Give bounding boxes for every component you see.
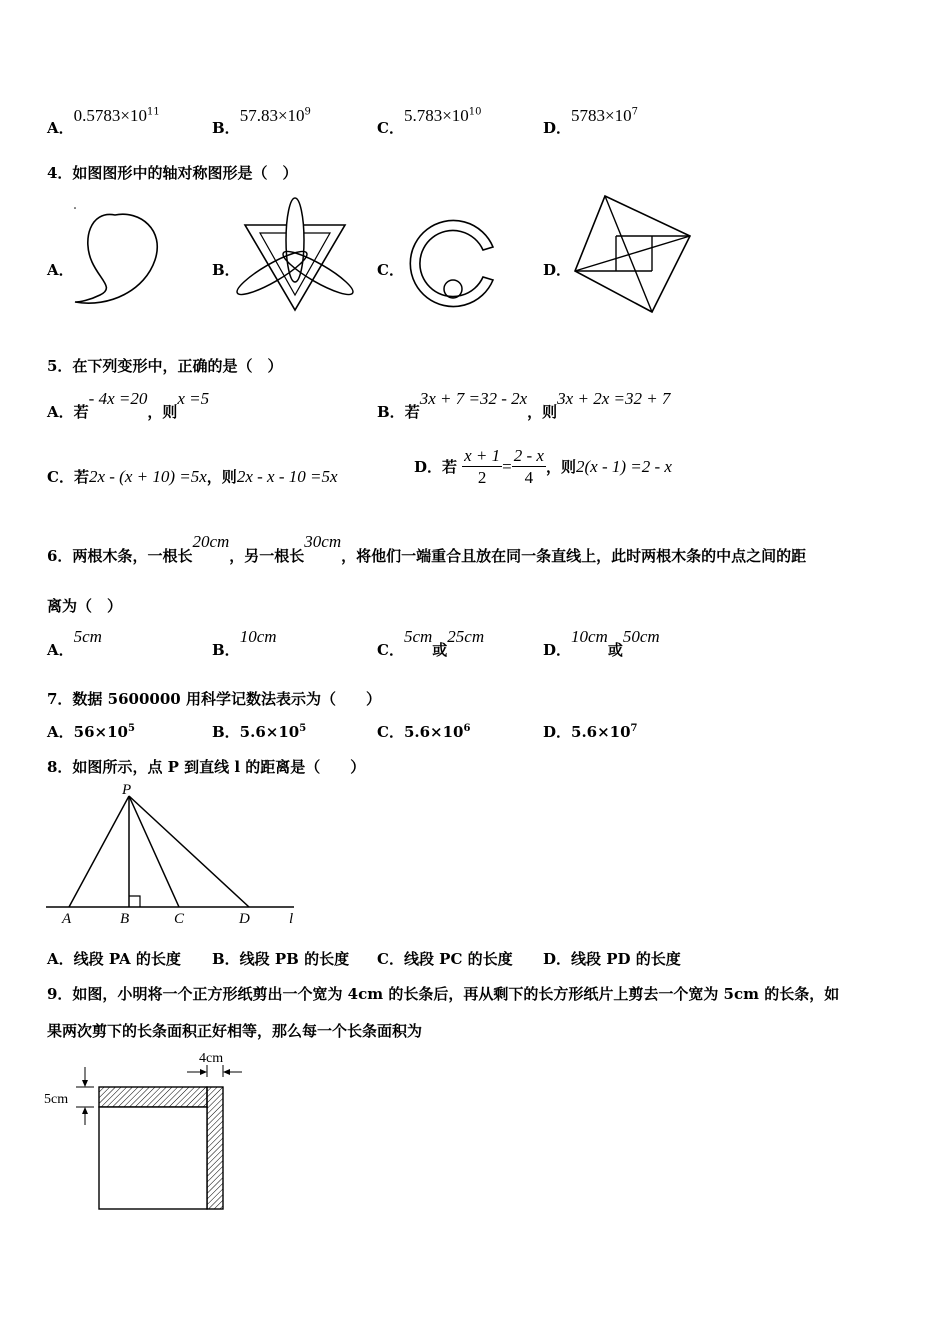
option-condition: 2x - (x + 10) =5x <box>88 467 207 486</box>
q4-figure-c-ring <box>405 220 500 315</box>
option-value-2: 50cm <box>622 627 660 646</box>
option-condition: 3x + 7 =32 - 2x <box>419 389 528 408</box>
option-value: 5cm <box>403 627 433 646</box>
fraction-right <box>512 446 546 489</box>
q3-option-b[interactable] <box>212 105 311 137</box>
if-word: 若 <box>73 403 89 421</box>
option-exp: 7 <box>631 106 638 118</box>
option-text: B．5.6×10 <box>212 723 300 741</box>
or-word: 或 <box>432 641 448 659</box>
q9-stem-line2: 果两次剪下的长条面积正好相等，那么每一个长条面积为 <box>47 1022 423 1040</box>
if-word: 若 <box>73 468 89 486</box>
option-value: 0.5783×10 <box>73 106 147 125</box>
q7-option-d[interactable] <box>543 721 638 742</box>
option-exp: 11 <box>146 106 160 118</box>
label-4cm: 4cm <box>199 1051 224 1066</box>
fraction-left <box>462 446 502 489</box>
equals-sign: = <box>502 457 512 476</box>
option-text: C．5.6×10 <box>377 723 464 741</box>
option-label: D． <box>543 119 572 137</box>
option-condition: - 4x =20 <box>88 389 148 408</box>
if-word: 若 <box>442 458 458 476</box>
q8-option-a[interactable]: A．线段 PA 的长度 <box>47 950 181 968</box>
option-value: 57.83×10 <box>239 106 305 125</box>
option-result: 3x + 2x =32 + 7 <box>557 389 671 408</box>
then-word: ，则 <box>206 468 237 486</box>
q7-stem: 7．数据 5600000 用科学记数法表示为（ ） <box>47 690 381 708</box>
option-value: 5.783×10 <box>403 106 469 125</box>
segment-pa <box>69 796 129 907</box>
or-word: 或 <box>607 641 623 659</box>
option-label: C． <box>377 641 404 659</box>
q4-figure-a-spiral <box>70 200 165 315</box>
stem-text: 6．两根木条，一根长 <box>47 547 193 565</box>
q6-stem-line1 <box>47 531 807 565</box>
option-result: x =5 <box>177 389 210 408</box>
q7-option-a[interactable] <box>47 721 135 742</box>
q3-option-d[interactable] <box>543 105 638 137</box>
then-word: ，则 <box>545 458 576 476</box>
q3-option-a[interactable] <box>47 105 160 137</box>
label-5cm: 5cm <box>44 1092 69 1107</box>
option-label: B． <box>212 641 240 659</box>
remaining-square <box>99 1107 207 1209</box>
label-l: l <box>289 911 294 927</box>
q5-stem: 5．在下列变形中，正确的是（ ） <box>47 357 283 375</box>
q6-option-a[interactable] <box>47 626 102 659</box>
label-p: P <box>122 782 132 798</box>
option-label: B． <box>377 403 405 421</box>
q7-option-c[interactable] <box>377 721 470 742</box>
numerator: x + 1 <box>464 446 501 465</box>
q4-option-b-label[interactable]: B． <box>212 261 240 279</box>
then-word: ，则 <box>147 403 178 421</box>
label-a: A <box>62 911 72 927</box>
stem-text: ，另一根长 <box>229 547 305 565</box>
stem-text: ，将他们一端重合且放在同一条直线上，此时两根木条的中点之间的距 <box>341 547 807 565</box>
q5-option-a[interactable] <box>47 388 210 421</box>
label-b: B <box>120 911 130 927</box>
label-d: D <box>239 911 250 927</box>
q7-option-b[interactable] <box>212 721 306 742</box>
q4-option-d-label[interactable]: D． <box>543 261 572 279</box>
q8-figure <box>44 782 304 927</box>
option-label: B． <box>212 119 240 137</box>
hatched-strip-top <box>99 1087 207 1107</box>
option-result: 2x - x - 10 =5x <box>236 467 338 486</box>
option-exp: 5 <box>127 723 135 734</box>
option-value: 5783×10 <box>571 106 632 125</box>
option-exp: 10 <box>468 106 482 118</box>
q9-stem-line1: 9．如图，小明将一个正方形纸剪出一个宽为 4cm 的长条后，再从剩下的长方形纸片上剪去一个宽为 5cm 的长条，如 <box>47 985 840 1003</box>
q6-option-c[interactable] <box>377 626 485 659</box>
then-word: ，则 <box>527 403 558 421</box>
option-exp: 5 <box>299 723 307 734</box>
option-value: 10cm <box>239 627 277 646</box>
option-exp: 9 <box>304 106 311 118</box>
numerator: 2 - x <box>513 446 544 465</box>
option-label: D． <box>543 641 572 659</box>
denominator: 4 <box>524 468 534 487</box>
option-result: 2(x - 1) =2 - x <box>575 457 672 476</box>
option-label: A． <box>47 119 74 137</box>
if-word: 若 <box>404 403 420 421</box>
hatched-strip-right <box>207 1087 223 1209</box>
q4-figure-d-squares <box>572 193 694 315</box>
length-1: 20cm <box>192 532 230 551</box>
denominator: 2 <box>477 468 487 487</box>
segment-pc <box>129 796 179 907</box>
option-value-2: 25cm <box>447 627 485 646</box>
q6-stem-line2: 离为（ ） <box>47 597 123 615</box>
option-text: D．5.6×10 <box>543 723 631 741</box>
q9-figure <box>44 1045 264 1220</box>
q5-option-c[interactable] <box>47 466 338 487</box>
q4-figure-b-triangle-petals <box>240 195 350 315</box>
right-angle-mark <box>129 896 140 907</box>
q4-option-c-label[interactable]: C． <box>377 261 404 279</box>
option-value: 10cm <box>571 627 608 646</box>
q8-option-d[interactable]: D．线段 PD 的长度 <box>543 950 681 968</box>
length-2: 30cm <box>304 532 342 551</box>
q4-option-a-label[interactable]: A． <box>47 261 74 279</box>
q5-option-b[interactable] <box>377 388 671 421</box>
q8-option-c[interactable]: C．线段 PC 的长度 <box>377 950 513 968</box>
option-label: C． <box>47 468 74 486</box>
option-value: 5cm <box>73 627 102 646</box>
option-text: A．56×10 <box>47 723 128 741</box>
option-label: D． <box>414 458 443 476</box>
q8-option-b[interactable]: B．线段 PB 的长度 <box>212 950 350 968</box>
option-exp: 6 <box>463 723 471 734</box>
q8-stem: 8．如图所示，点 P 到直线 l 的距离是（ ） <box>47 758 366 776</box>
option-label: A． <box>47 641 74 659</box>
option-label: C． <box>377 119 404 137</box>
q4-stem: 4．如图图形中的轴对称图形是（ ） <box>47 164 298 182</box>
q6-option-b[interactable] <box>212 626 277 659</box>
label-c: C <box>174 911 185 927</box>
q5-option-d[interactable] <box>414 446 672 489</box>
option-exp: 7 <box>630 723 638 734</box>
option-label: A． <box>47 403 74 421</box>
q3-option-c[interactable] <box>377 105 482 137</box>
segment-pd <box>129 796 249 907</box>
q6-option-d[interactable] <box>543 626 660 659</box>
